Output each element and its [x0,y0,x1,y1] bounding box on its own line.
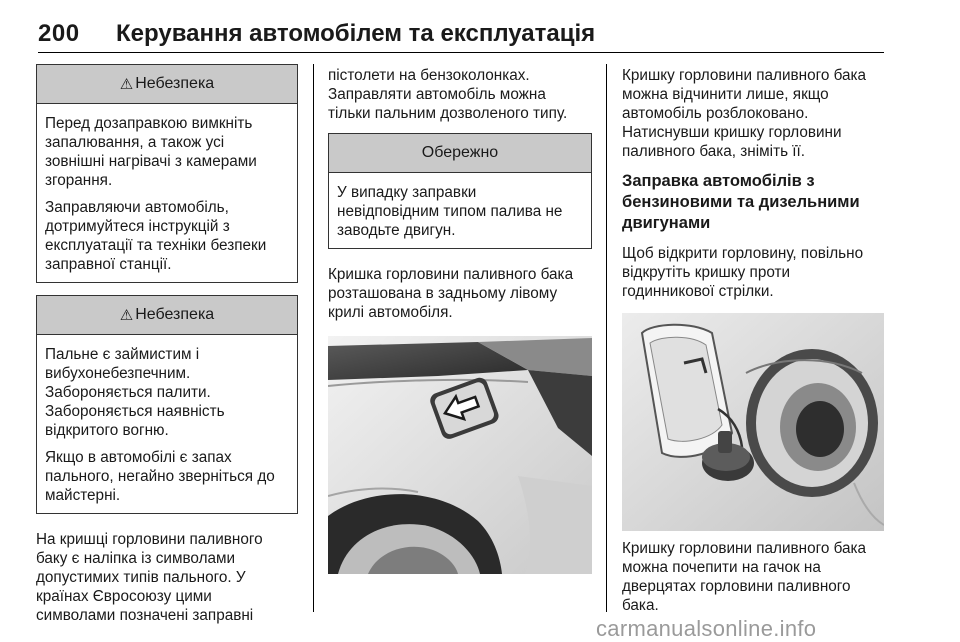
caution-box-header [329,134,591,173]
text-line: На кришці горловини паливного [36,531,263,548]
text-line: Натиснувши кришку горловини [622,124,842,141]
text-line: заводьте двигун. [337,222,456,239]
text-line: паливного бака, зніміть її. [622,143,806,160]
car-rear-fender-drawing [328,336,592,574]
text-line: Кришка горловини паливного бака [328,266,574,283]
text-line: Забороняється наявність [45,403,225,420]
page-header [38,16,884,54]
caution-box-heading: Обережно [421,144,499,161]
text-line: Якщо в автомобілі є запах [45,449,232,466]
text-line: автомобіль розблоковано. [622,105,809,122]
text-line: відкритого вогню. [45,422,169,439]
fuel-filler-location-illustration [328,336,592,574]
text-line: зовнішні нагрівачі з камерами [45,153,257,170]
heading-line: двигунами [622,214,711,232]
text-line: Кришку горловини паливного бака [622,540,867,557]
caution-box-body [329,173,591,248]
warning-1-paragraph-2 [45,198,290,274]
warning-box-1-body [37,104,297,282]
col2-paragraph-2 [328,265,592,322]
text-line: можна відчинити лише, якщо [622,86,829,103]
text-line: Заправляючи автомобіль, [45,199,229,216]
column-divider-2 [606,64,607,612]
col3-paragraph-1 [622,66,884,161]
text-line: дверцятах горловини паливного [622,578,851,595]
text-line: можна почепити на гачок на [622,559,821,576]
text-line: символами позначені заправні [36,607,254,624]
warning-triangle-icon: ⚠ [119,307,134,324]
heading-line: бензиновими та дизельними [622,193,860,211]
section-heading [622,171,884,234]
text-line: згорання. [45,172,113,189]
warning-box-2-heading: Небезпека [135,306,215,323]
text-line: відкрутіть кришку проти [622,264,791,281]
text-line: країнах Євросоюзу цими [36,588,212,605]
col3-paragraph-2 [622,244,884,301]
text-line: пального, негайно зверніться до [45,468,275,485]
col1-paragraph [36,530,298,625]
warning-2-paragraph-1 [45,345,290,440]
text-line: бака. [622,597,659,614]
column-divider-1 [313,64,314,612]
text-line: Перед дозаправкою вимкніть [45,115,253,132]
text-line: баку є наліпка із символами [36,550,236,567]
text-line: годинникової стрілки. [622,283,774,300]
text-line: Щоб відкрити горловину, повільно [622,245,864,262]
text-line: невідповідним типом палива не [337,203,563,220]
caution-box [328,133,592,249]
text-line: Кришку горловини паливного бака [622,67,867,84]
warning-box-2 [36,295,298,514]
text-line: запалювання, а також усі [45,134,225,151]
text-line: експлуатації та техніки безпеки [45,237,267,254]
text-line: заправної станції. [45,256,172,273]
warning-box-2-body [37,335,297,513]
warning-box-1-heading: Небезпека [135,75,215,92]
heading-line: Заправка автомобілів з [622,172,815,190]
column-3 [622,64,884,615]
column-2 [328,64,592,574]
fuel-cap-illustration [622,313,884,531]
warning-2-paragraph-2 [45,448,290,505]
column-1 [36,64,298,625]
text-line: дотримуйтеся інструкцій з [45,218,230,235]
text-line: Заправляти автомобіль можна [328,86,546,103]
text-line: крилі автомобіля. [328,304,453,321]
warning-box-2-header [37,296,297,335]
text-line: майстерні. [45,487,121,504]
warning-box-1 [36,64,298,283]
watermark: carmanualsonline.info [596,616,817,641]
text-line: пістолети на бензоколонках. [328,67,530,84]
page-title: Керування автомобілем та експлуатація [116,20,596,47]
text-line: вибухонебезпечним. [45,365,191,382]
text-line: У випадку заправки [337,184,477,201]
warning-box-1-header [37,65,297,104]
page-number: 200 [38,20,80,47]
text-line: Пальне є займистим і [45,346,200,363]
text-line: допустимих типів пального. У [36,569,246,586]
text-line: Забороняється палити. [45,384,211,401]
col2-paragraph-1 [328,66,592,123]
warning-triangle-icon: ⚠ [119,76,134,93]
warning-1-paragraph-1 [45,114,290,190]
text-line: тільки пальним дозволеного типу. [328,105,568,122]
col3-paragraph-3 [622,539,884,615]
caution-paragraph [337,183,584,240]
fuel-cap-hook-drawing [622,313,884,531]
header-rule [38,52,884,53]
text-line: розташована в задньому лівому [328,285,558,302]
